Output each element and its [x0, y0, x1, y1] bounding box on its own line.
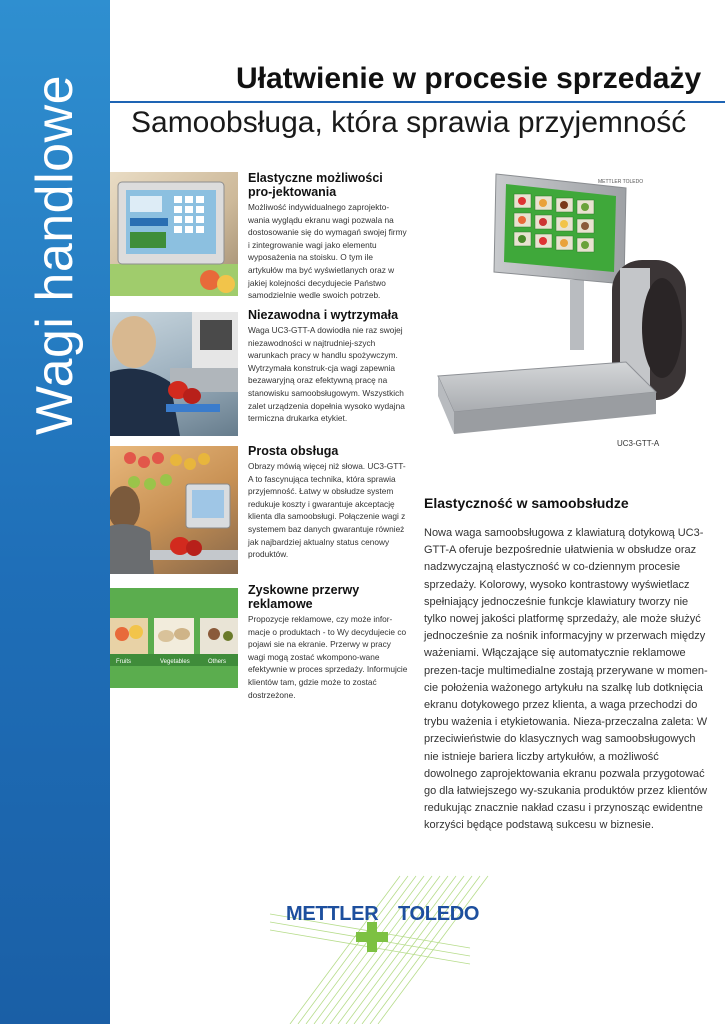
feature-text: Propozycje reklamowe, czy może infor-macje o produktach - to Wy decydujecie co pojawi sie na ekranie. Przerwy w pracy wagi mogą zostać wkompono-wane efektywnie w proces sprzedaży. Informujcie klientów tam, gdzie może to zostać dostrzeżone.: [248, 614, 408, 700]
feature-title: Zyskowne przerwy reklamowe: [248, 583, 360, 611]
feature-title: Niezawodna i wytrzymała: [248, 308, 399, 322]
touchscreen-photo: [110, 172, 238, 296]
feature-text: Obrazy mówią więcej niż słowa. UC3-GTT-A to fascynująca technika, która sprawia przyjemność. Łatwy w obsłudze system redukuje koszty i gwarantuje akceptację klienta dla samoobsługi. Połączenie wagi z systemem baz danych gwarantuje również jak najbardziej aktualny status cenowy produktów.: [248, 461, 406, 560]
feature-easy-operation: [248, 444, 410, 561]
title-divider: [110, 101, 725, 103]
logo-mettler: METTLER: [286, 903, 379, 925]
scale-product-image: [430, 168, 700, 438]
page-title: Ułatwienie w procesie sprzedaży: [236, 62, 702, 95]
feature-title: Elastyczne możliwości pro-jektowania: [248, 171, 383, 199]
tab-others: Others: [208, 659, 227, 665]
product-caption: UC3-GTT-A: [617, 439, 660, 448]
screen-categories-photo: [110, 588, 238, 688]
section-body: Nowa waga samoobsługowa z klawiaturą dotykową UC3-GTT-A oferuje bezpośrednie ułatwienia w obsłudze oraz nadzwyczajną elastyczność w co-dziennym procesie sprzedaży. Kolorowy, wysoko kontrastowy wyświetlacz spełniający jednocześnie funkcje klawiatury tworzy nie tylko nowej jakości platformę sprzedaży, ale może służyć jednocześnie za nośnik informacyjny w przerwach między ważeniami. Włączające się automatycznie reklamowe prezen-tacje multimedialne zostają przerywane w momen-cie położenia ważonego artykułu na szalkę lub dotknięcia ekranu dotykowego przez klienta, a waga przechodzi do trybu ważenia i etykietowania. Nieza-przeczalna zaleta: W przeciwieństwie do klasycznych wag samoobsługowych nie istnieje bariera liczby artykułów, a możliwość dowolnego zaprojektowania ekranu pozwala przygotować go dla łatwiejszego wy-szukania produktów przez klientów redukując znacznie nakład czasu i przynosząc ewidentne korzyści będące podstawą sukcesu w biznesie.: [424, 527, 708, 832]
tab-vegetables: Vegetables: [160, 659, 190, 665]
section-title: Elastyczność w samoobsłudze: [424, 495, 629, 511]
sidebar-band: [0, 0, 110, 1024]
tab-fruits: Fruits: [116, 659, 131, 665]
feature-text: Możliwość indywidualnego zaprojekto-wania wyglądu ekranu wagi pozwala na dostosowanie się do wymagań swojej firmy i zintegrowanie wagi jako elementu wyposażenia na stoisku. O tym ile artykułów ma być wyświetlanych oraz w jakiej kolejności decydujecie Państwo samodzielnie wedle swoich potrzeb.: [248, 202, 407, 301]
customer-at-scale-photo: [110, 312, 238, 436]
display-brand: METTLER TOLEDO: [598, 179, 644, 185]
logo-graphic: [250, 870, 490, 1024]
feature-reliability: [248, 308, 410, 425]
produce-stand-photo: [110, 446, 238, 574]
page-subtitle: Samoobsługa, która sprawia przyjemność: [131, 106, 687, 139]
feature-design-flexibility: [248, 171, 410, 302]
feature-title: Prosta obsługa: [248, 444, 339, 458]
feature-advertising-breaks: [248, 583, 410, 701]
logo-toledo: TOLEDO: [398, 903, 480, 925]
sidebar-title: Wagi handlowe: [26, 74, 84, 436]
feature-text: Waga UC3-GTT-A dowiodła nie raz swojej niezawodności w najtrudniej-szych warunkach pracy w handlu spożywczym. Wytrzymała konstruk-cja wagi zapewnia bezawaryjną oraz efektywną pracę na stanowisku samoobsługowym. Wszystkich zalet urządzenia dopełnia wysoko wydajna termiczna drukarka etykiet.: [248, 325, 405, 424]
